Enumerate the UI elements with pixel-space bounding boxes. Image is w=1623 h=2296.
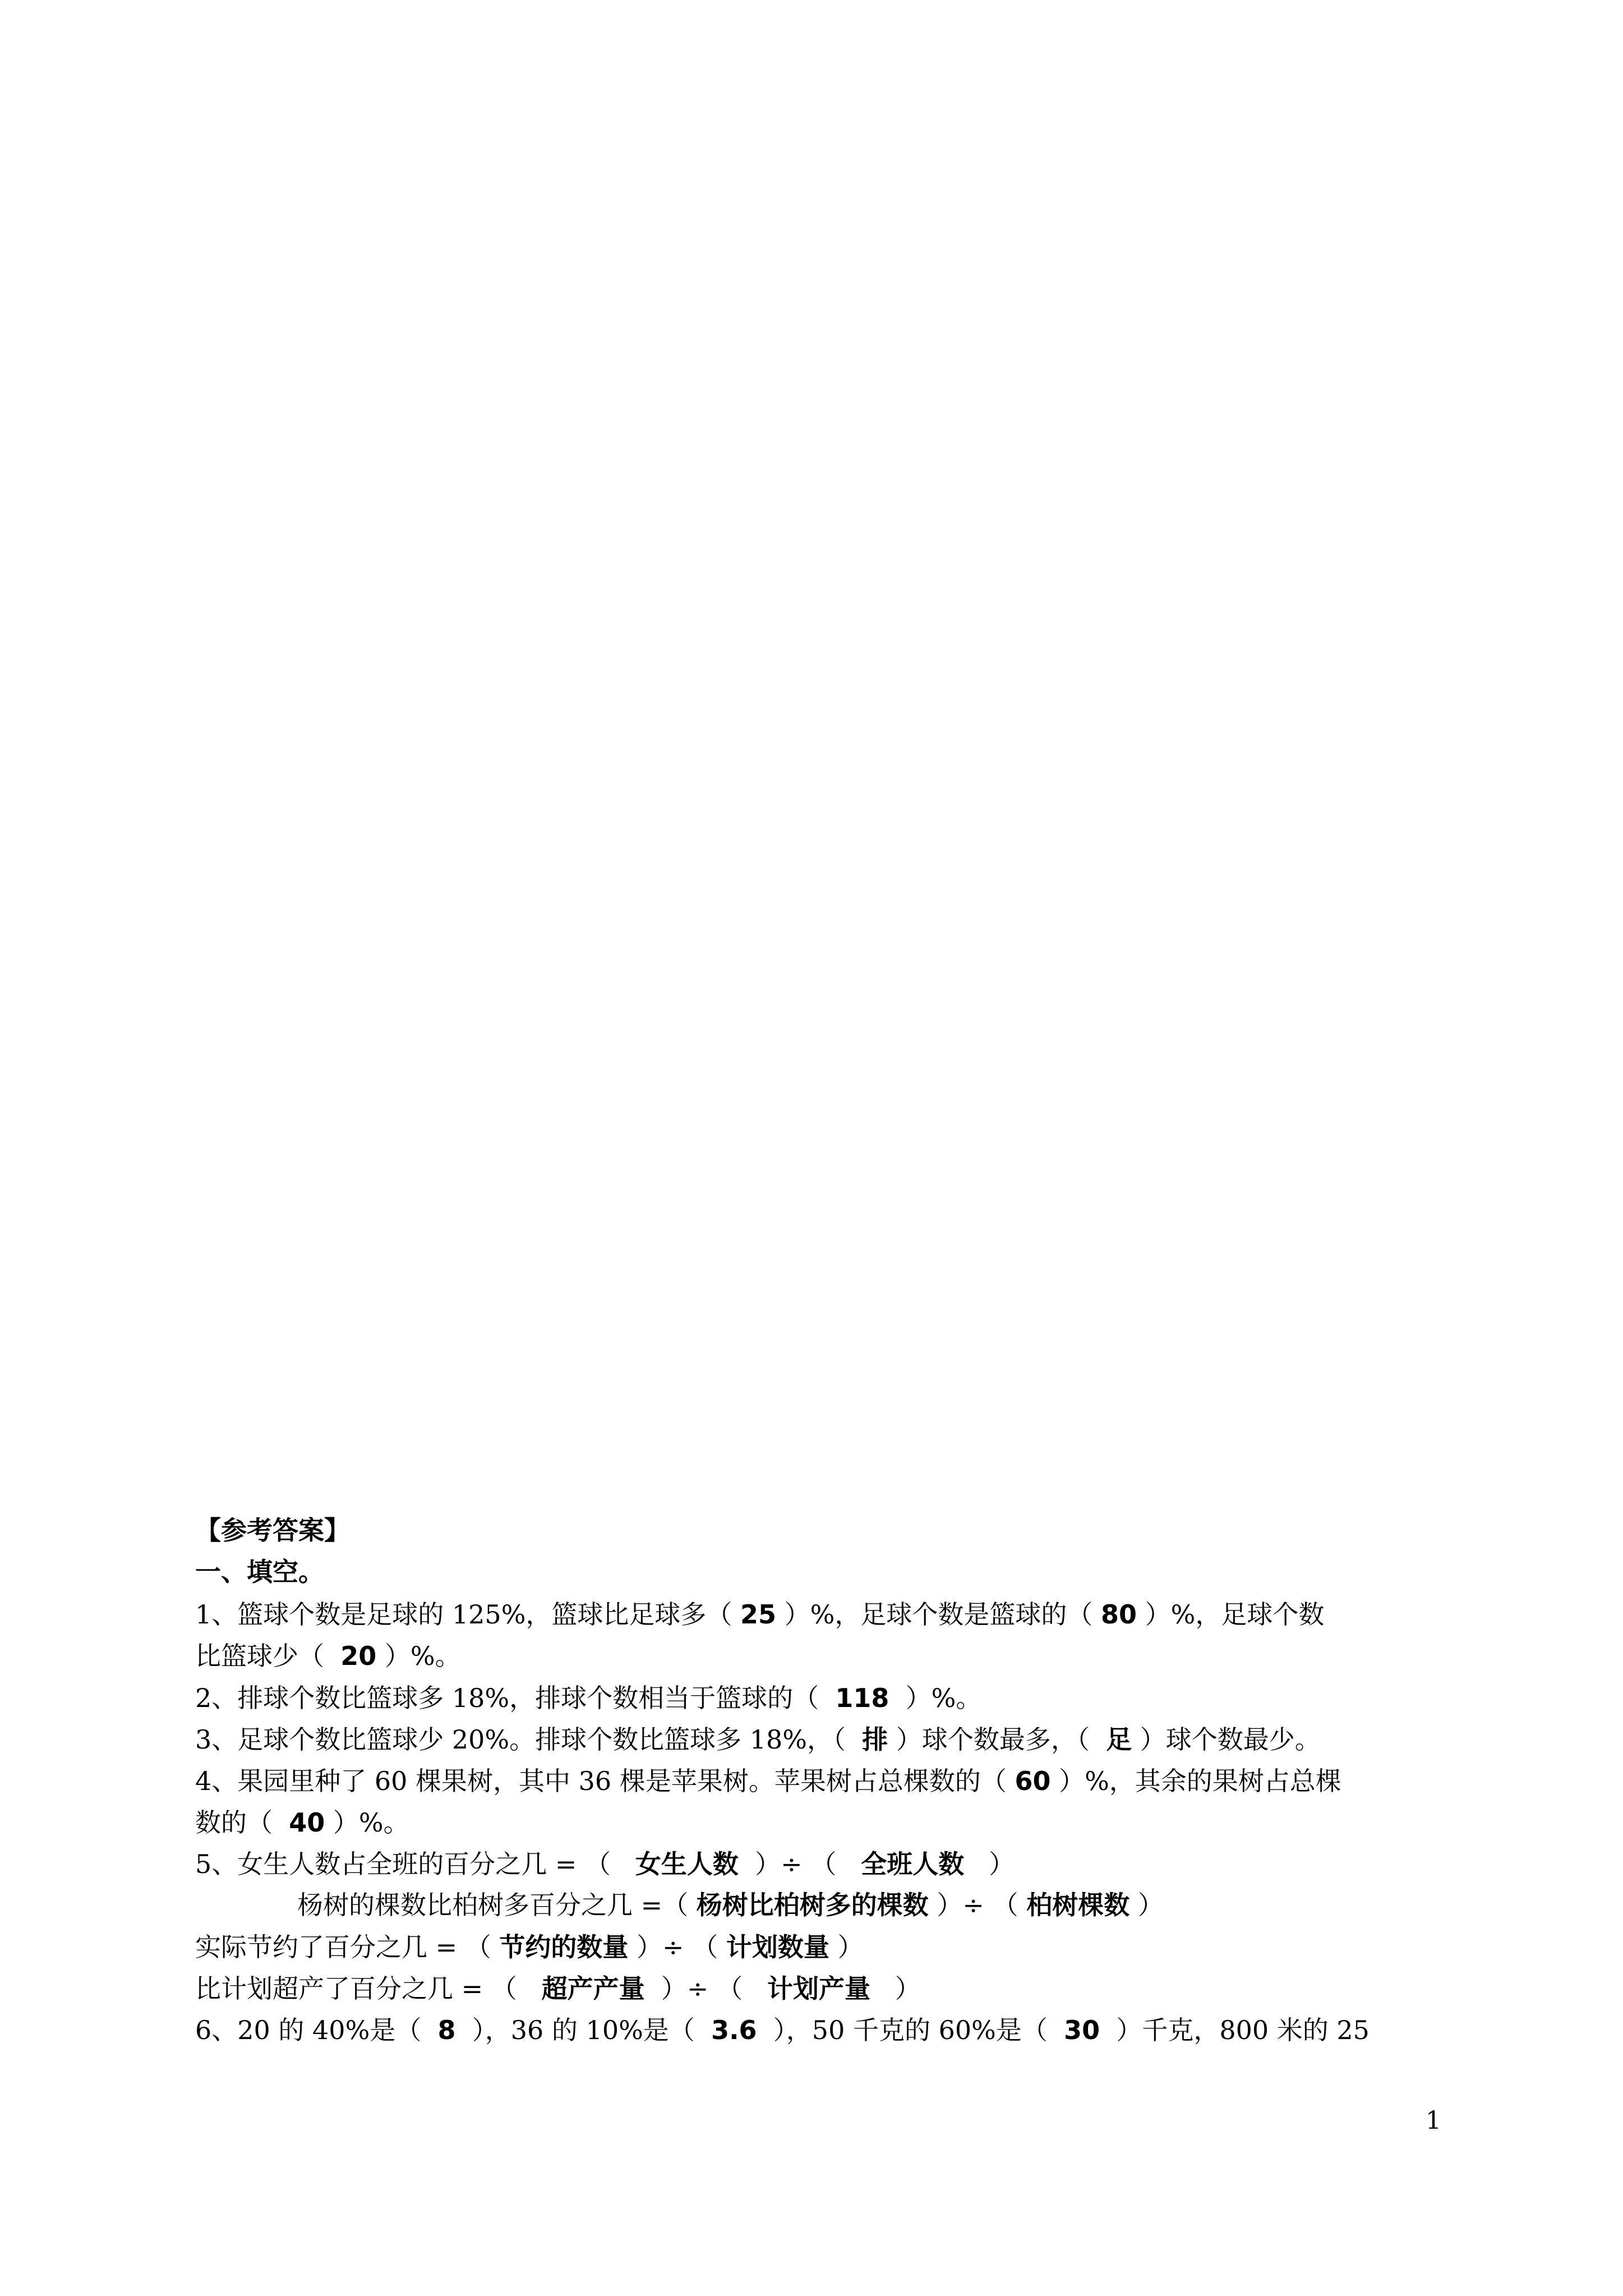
q5-answer: 柏树棵数	[1026, 1890, 1130, 1920]
q5-answer: 超产产量	[541, 1973, 645, 2004]
q4-answer-1: 60	[1015, 1766, 1051, 1796]
q1-text: ）%。	[376, 1641, 461, 1671]
q5-text: 5、女生人数占全班的百分之几 = （	[195, 1849, 635, 1879]
q5-text: 实际节约了百分之几 = （	[195, 1932, 500, 1962]
question-6-line-1	[195, 2013, 1370, 2047]
question-5-line-1	[195, 1847, 1015, 1881]
question-1-line-2	[195, 1639, 461, 1673]
q5-text: ）	[829, 1932, 864, 1962]
question-5-line-2	[297, 1888, 1164, 1922]
q6-text: ），50 千克的 60%是（	[757, 2015, 1064, 2045]
q4-text: 4、果园里种了 60 棵果树，其中 36 棵是苹果树。苹果树占总棵数的（	[195, 1766, 1015, 1796]
q3-answer-1: 排	[862, 1724, 888, 1755]
question-5-line-4	[195, 1972, 921, 2005]
question-1-line-1	[195, 1598, 1324, 1631]
q5-text: ）÷ （	[628, 1932, 726, 1962]
q5-answer: 节约的数量	[499, 1932, 629, 1962]
q4-text: 数的（	[195, 1807, 289, 1838]
q6-answer-1: 8	[437, 2015, 456, 2045]
q5-text: ）÷ （	[738, 1849, 861, 1879]
q1-answer-1: 25	[740, 1599, 777, 1630]
q5-answer: 全班人数	[861, 1849, 965, 1879]
q5-text: ）÷ （	[644, 1973, 767, 2004]
q3-answer-2: 足	[1106, 1724, 1132, 1755]
q5-text: ）	[1129, 1890, 1164, 1920]
q5-answer: 计划数量	[726, 1932, 829, 1962]
q2-answer: 118	[835, 1683, 889, 1713]
q5-answer: 计划产量	[767, 1973, 870, 2004]
q1-answer-2: 80	[1101, 1599, 1137, 1630]
q5-text: ）÷ （	[928, 1890, 1027, 1920]
q4-answer-2: 40	[289, 1807, 325, 1838]
q1-text: 比篮球少（	[195, 1641, 341, 1671]
q1-text: 1、篮球个数是足球的 125%，篮球比足球多（	[195, 1599, 741, 1630]
question-4-line-2	[195, 1806, 409, 1839]
question-3	[195, 1723, 1321, 1756]
q2-text: ）%。	[889, 1683, 982, 1713]
q6-answer-2: 3.6	[711, 2015, 757, 2045]
q3-text: ）球个数最少。	[1132, 1724, 1321, 1755]
q6-text: ），36 的 10%是（	[455, 2015, 712, 2045]
q6-text: ）千克，800 米的 25	[1100, 2015, 1370, 2045]
q5-text: 比计划超产了百分之几 = （	[195, 1973, 542, 2004]
question-4-line-1	[195, 1764, 1341, 1798]
q5-text: 杨树的棵数比柏树多百分之几 =（	[297, 1890, 697, 1920]
q6-text: 6、20 的 40%是（	[195, 2015, 438, 2045]
q5-answer: 杨树比柏树多的棵数	[696, 1890, 929, 1920]
page-number: 1	[1426, 2106, 1441, 2135]
q3-text: 3、足球个数比篮球少 20%。排球个数比篮球多 18%，（	[195, 1724, 863, 1755]
question-2	[195, 1681, 981, 1715]
q5-text: ）	[964, 1849, 1015, 1879]
q2-text: 2、排球个数比篮球多 18%，排球个数相当于篮球的（	[195, 1683, 836, 1713]
q6-answer-3: 30	[1064, 2015, 1100, 2045]
q4-text: ）%。	[325, 1807, 409, 1838]
answer-heading: 【参考答案】	[195, 1515, 350, 1545]
q1-text: ）%，足球个数	[1137, 1599, 1325, 1630]
q1-answer-3: 20	[340, 1641, 377, 1671]
section-title: 一、填空。	[195, 1557, 324, 1587]
q3-text: ）球个数最多，（	[888, 1724, 1106, 1755]
question-5-line-3	[195, 1930, 863, 1964]
q4-text: ）%，其余的果树占总棵	[1050, 1766, 1341, 1796]
q1-text: ）%，足球个数是篮球的（	[776, 1599, 1101, 1630]
q5-text: ）	[870, 1973, 921, 2004]
q5-answer: 女生人数	[635, 1849, 739, 1879]
